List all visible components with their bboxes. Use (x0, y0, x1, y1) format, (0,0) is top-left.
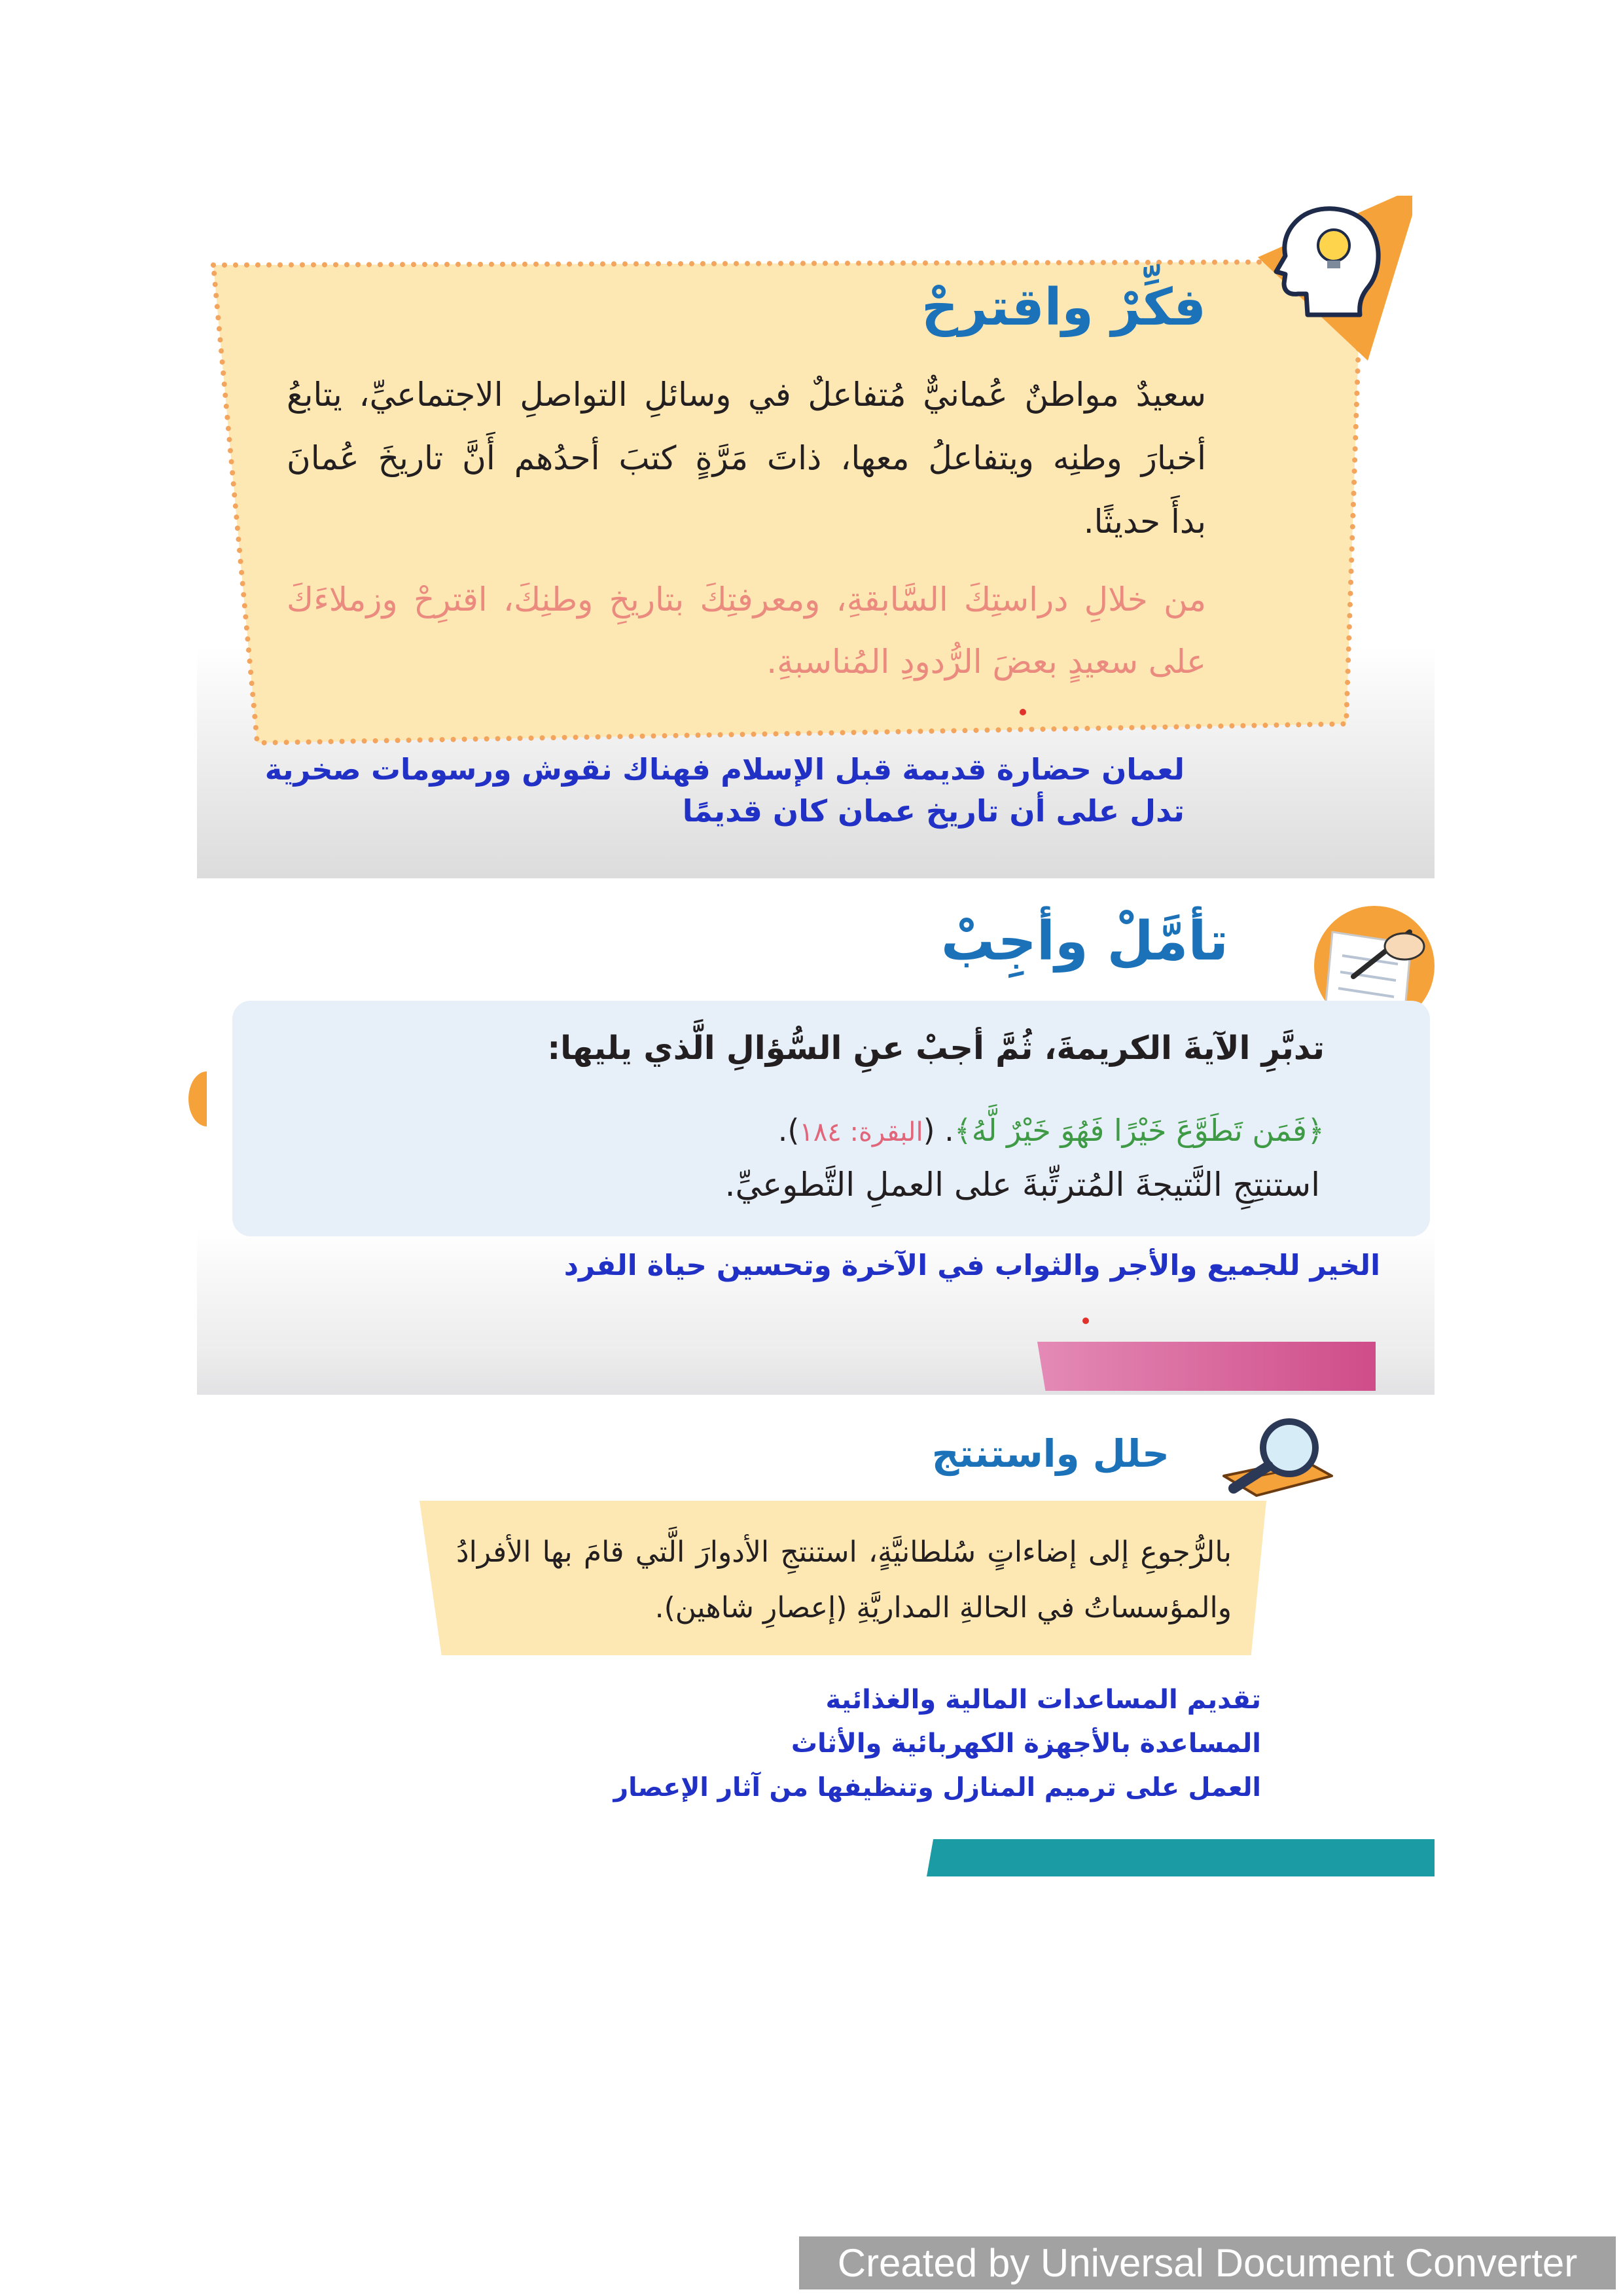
verse-separator-close: ). (777, 1113, 800, 1148)
analyze-teal-band (927, 1839, 1435, 1876)
think-line-1: سعيدٌ مواطنٌ عُمانيٌّ مُتفاعلٌ في وسائلِ التواصلِ الاجتماعيِّ، يتابعُ (287, 376, 1206, 414)
reflect-instruction: تدبَّرِ الآيةَ الكريمةَ، ثُمَّ أجبْ عنِ السُّؤالِ الَّذي يليها: (547, 1029, 1325, 1067)
think-answer-line-1: لعمان حضارة قديمة قبل الإسلام فهناك نقوش ورسومات صخرية (264, 753, 1185, 787)
orange-edge-fragment (188, 1071, 207, 1126)
reflect-question: استنتِجِ النَّتيجةَ المُترتِّبةَ على العملِ التَّطوعيِّ. (724, 1166, 1320, 1204)
quran-verse: ﴿فَمَن تَطَوَّعَ خَيْرًا فَهُوَ خَيْرٌ لَّهُ﴾ (954, 1113, 1325, 1148)
think-title: فكِّرْ واقترحْ (921, 278, 1206, 337)
reflect-title: تأمَّلْ وأجِبْ (940, 910, 1228, 973)
red-dot-marker (1020, 709, 1026, 715)
magnifier-book-icon (1204, 1414, 1335, 1502)
analyze-title: حلل واستنتج (931, 1431, 1169, 1476)
analyze-line-2: والمؤسساتُ في الحالةِ المداريَّةِ (إعصارِ شاهين). (654, 1591, 1232, 1624)
verse-separator-open: . ( (923, 1113, 954, 1148)
analyze-answer-2: المساعدة بالأجهزة الكهربائية والأثاث (791, 1729, 1261, 1759)
think-answer-line-2: تدل على أن تاريخ عمان كان قديمًا (682, 793, 1185, 829)
verse-citation: البقرة: ١٨٤ (799, 1117, 923, 1147)
think-prompt-line-2: على سعيدٍ بعضَ الرُّدودِ المُناسبةِ. (766, 643, 1206, 681)
red-dot-marker (1082, 1318, 1089, 1324)
think-prompt-line-1: من خلالِ دراستِكَ السَّابقةِ، ومعرفتِكَ بتاريخِ وطنِكَ، اقترِحْ وزملاءَكَ (287, 581, 1206, 619)
think-line-2: أخبارَ وطنِه ويتفاعلُ معها، ذاتَ مَرَّةٍ كتبَ أحدُهم أَنَّ تاريخَ عُمانَ (287, 439, 1206, 477)
analyze-answer-1: تقديم المساعدات المالية والغذائية (825, 1685, 1261, 1715)
reflect-pink-banner (1037, 1342, 1376, 1391)
hand (1385, 933, 1424, 960)
reflect-verse-line (778, 1104, 1325, 1158)
lightbulb-base (1327, 260, 1340, 268)
head-lightbulb-icon (1243, 196, 1420, 366)
lightbulb-glass (1318, 230, 1349, 261)
analyze-answer-3: العمل على ترميم المنازل وتنظيفها من آثار الإعصار (613, 1773, 1261, 1803)
analyze-note-box (419, 1501, 1266, 1655)
reflect-answer: الخير للجميع والأجر والثواب في الآخرة وتحسين حياة الفرد (563, 1249, 1380, 1282)
analyze-line-1: بالرُّجوعِ إلى إضاءاتٍ سُلطانيَّةٍ، استنتجِ الأدوارَ الَّتي قامَ بها الأفرادُ (456, 1535, 1232, 1569)
converter-stamp: Created by Universal Document Converter (799, 2236, 1616, 2289)
think-line-3: بدأَ حديثًا. (1083, 503, 1206, 541)
